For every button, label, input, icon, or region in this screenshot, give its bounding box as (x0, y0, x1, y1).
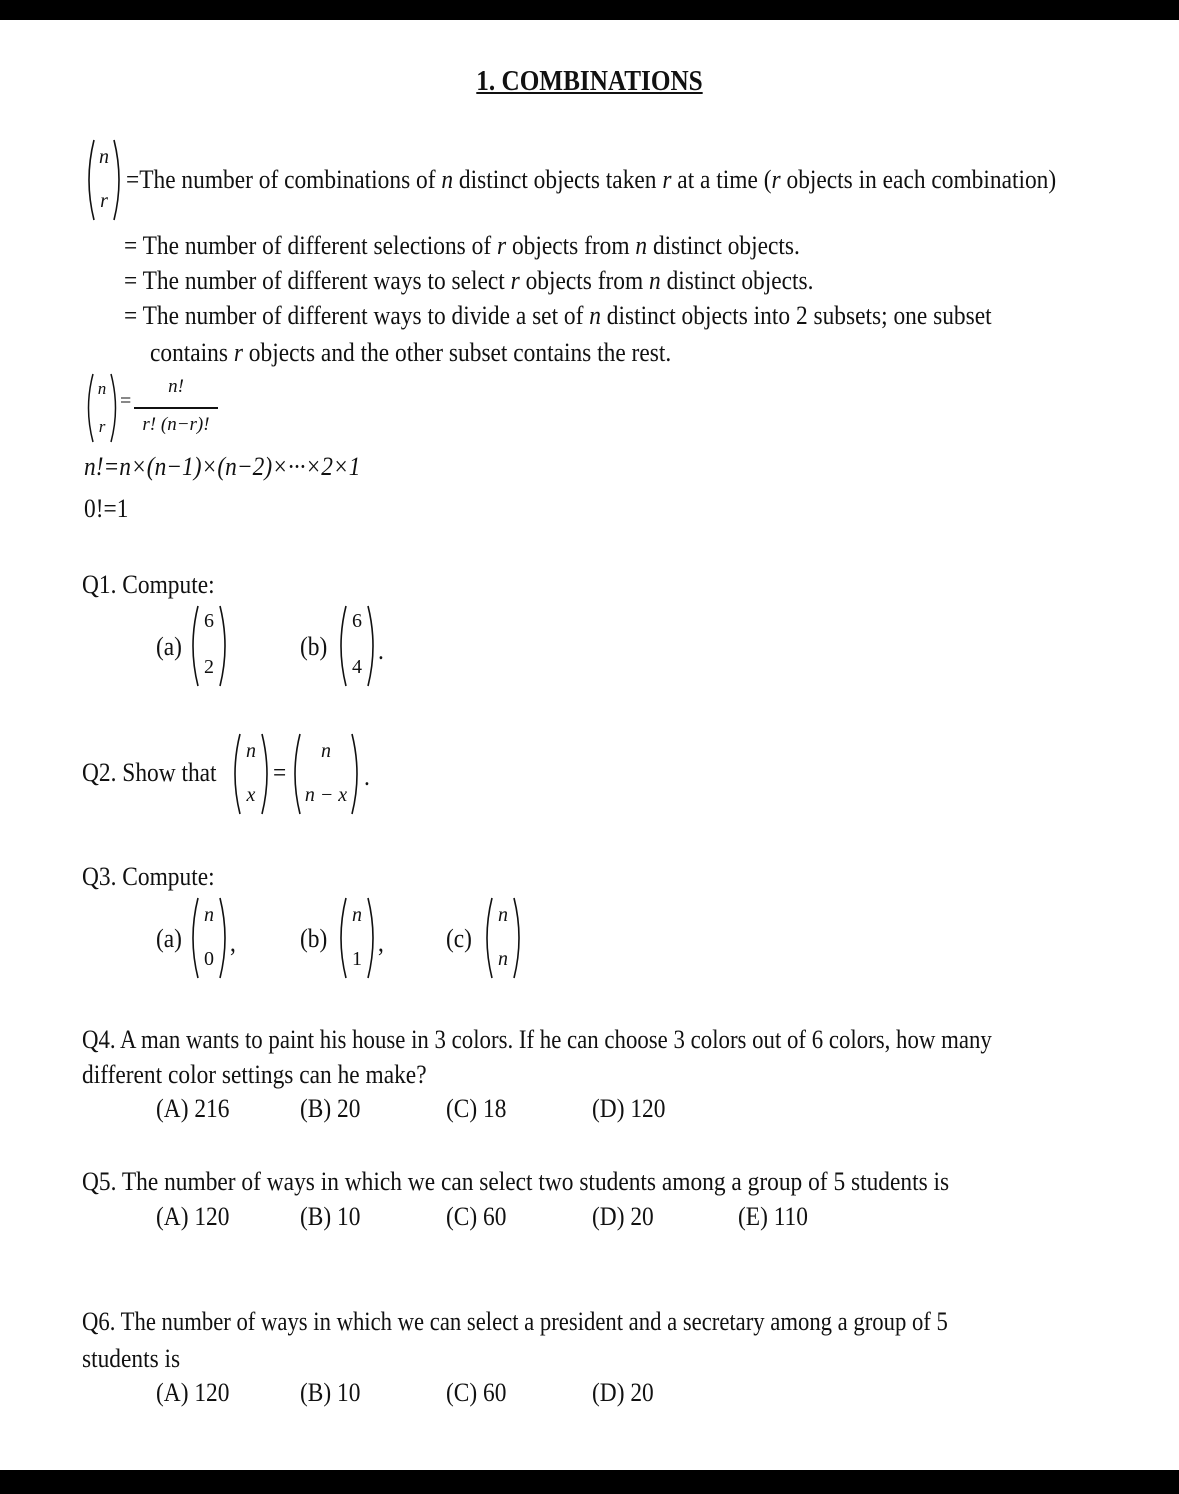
q3-b-comma: , (378, 928, 384, 957)
q6-option-a: (A) 120 (156, 1378, 230, 1407)
definition-line-4: = The number of different ways to divide a set of n distinct objects into 2 subsets; one subset (124, 301, 992, 330)
q6-line-2: students is (82, 1344, 181, 1373)
binomial-bottom: 2 (204, 656, 214, 678)
q1-b-binomial (336, 604, 378, 688)
q2-label: Q2. Show that (82, 758, 217, 787)
q5-option-c: (C) 60 (446, 1202, 507, 1231)
q2-right-binomial (290, 732, 362, 816)
binomial-top: 6 (352, 610, 362, 632)
q2-period: . (364, 762, 370, 791)
q6-option-b: (B) 10 (300, 1378, 361, 1407)
formula-numerator: n! (168, 376, 184, 397)
page-title: 1. COMBINATIONS (476, 66, 703, 97)
binomial-bottom: r (100, 190, 108, 212)
binomial-top: n (97, 379, 107, 398)
q2-equals: = (273, 758, 287, 787)
q1-a-binomial (188, 604, 230, 688)
definition-line-2: = The number of different selections of r objects from n distinct objects. (124, 231, 800, 260)
q6-option-c: (C) 60 (446, 1378, 507, 1407)
binomial-top: n (352, 904, 362, 926)
q5-option-e: (E) 110 (738, 1202, 808, 1231)
q6-option-d: (D) 20 (592, 1378, 654, 1407)
q6-line-1: Q6. The number of ways in which we can select a president and a secretary among a group of 5 (82, 1307, 948, 1336)
document-page (0, 20, 1179, 1470)
q3-c-label: (c) (446, 924, 472, 953)
q2-left-binomial (230, 732, 272, 816)
binomial-bottom: 1 (352, 948, 362, 970)
binomial-top: n (498, 904, 508, 926)
fraction-bar (134, 407, 218, 409)
q4-option-b: (B) 20 (300, 1094, 361, 1123)
q3-a-binomial (188, 896, 230, 980)
q4-line-1: Q4. A man wants to paint his house in 3 colors. If he can choose 3 colors out of 6 colors, how many (82, 1025, 992, 1054)
formula-denominator: r! (n−r)! (142, 414, 210, 435)
q4-option-a: (A) 216 (156, 1094, 230, 1123)
binomial-bottom: n (498, 948, 508, 970)
q5-option-b: (B) 10 (300, 1202, 361, 1231)
binomial-n-r (84, 138, 124, 222)
factorial-definition: n!=n×(n−1)×(n−2)×···×2×1 (84, 452, 361, 481)
zero-factorial: 0!=1 (84, 494, 129, 523)
q3-c-binomial (482, 896, 524, 980)
binomial-bottom: x (246, 784, 256, 806)
definition-line-1: =The number of combinations of n distinct objects taken r at a time (r objects in each combination) (126, 165, 1057, 194)
formula-equals: = (120, 390, 132, 412)
binomial-top: n (204, 904, 214, 926)
binomial-top: 6 (204, 610, 214, 632)
q3-a-label: (a) (156, 924, 182, 953)
q3-b-binomial (336, 896, 378, 980)
binomial-bottom: n − x (304, 784, 348, 806)
q4-option-c: (C) 18 (446, 1094, 507, 1123)
definition-line-3: = The number of different ways to select r objects from n distinct objects. (124, 266, 814, 295)
q5-line-1: Q5. The number of ways in which we can select two students among a group of 5 students is (82, 1167, 950, 1196)
binomial-top: n (99, 146, 109, 168)
q1-period: . (378, 636, 384, 665)
q4-line-2: different color settings can he make? (82, 1060, 427, 1089)
q3-a-comma: , (230, 928, 236, 957)
q1-b-label: (b) (300, 632, 328, 661)
q1-label: Q1. Compute: (82, 570, 215, 599)
q3-label: Q3. Compute: (82, 862, 215, 891)
q1-a-label: (a) (156, 632, 182, 661)
binomial-bottom: 0 (204, 948, 214, 970)
binomial-top: n (321, 740, 331, 762)
formula-binomial (84, 372, 120, 444)
binomial-bottom: r (98, 417, 106, 436)
q5-option-d: (D) 20 (592, 1202, 654, 1231)
binomial-bottom: 4 (352, 656, 362, 678)
q4-option-d: (D) 120 (592, 1094, 666, 1123)
definition-line-5: contains r objects and the other subset contains the rest. (150, 338, 672, 367)
q3-b-label: (b) (300, 924, 328, 953)
binomial-top: n (246, 740, 256, 762)
q5-option-a: (A) 120 (156, 1202, 230, 1231)
